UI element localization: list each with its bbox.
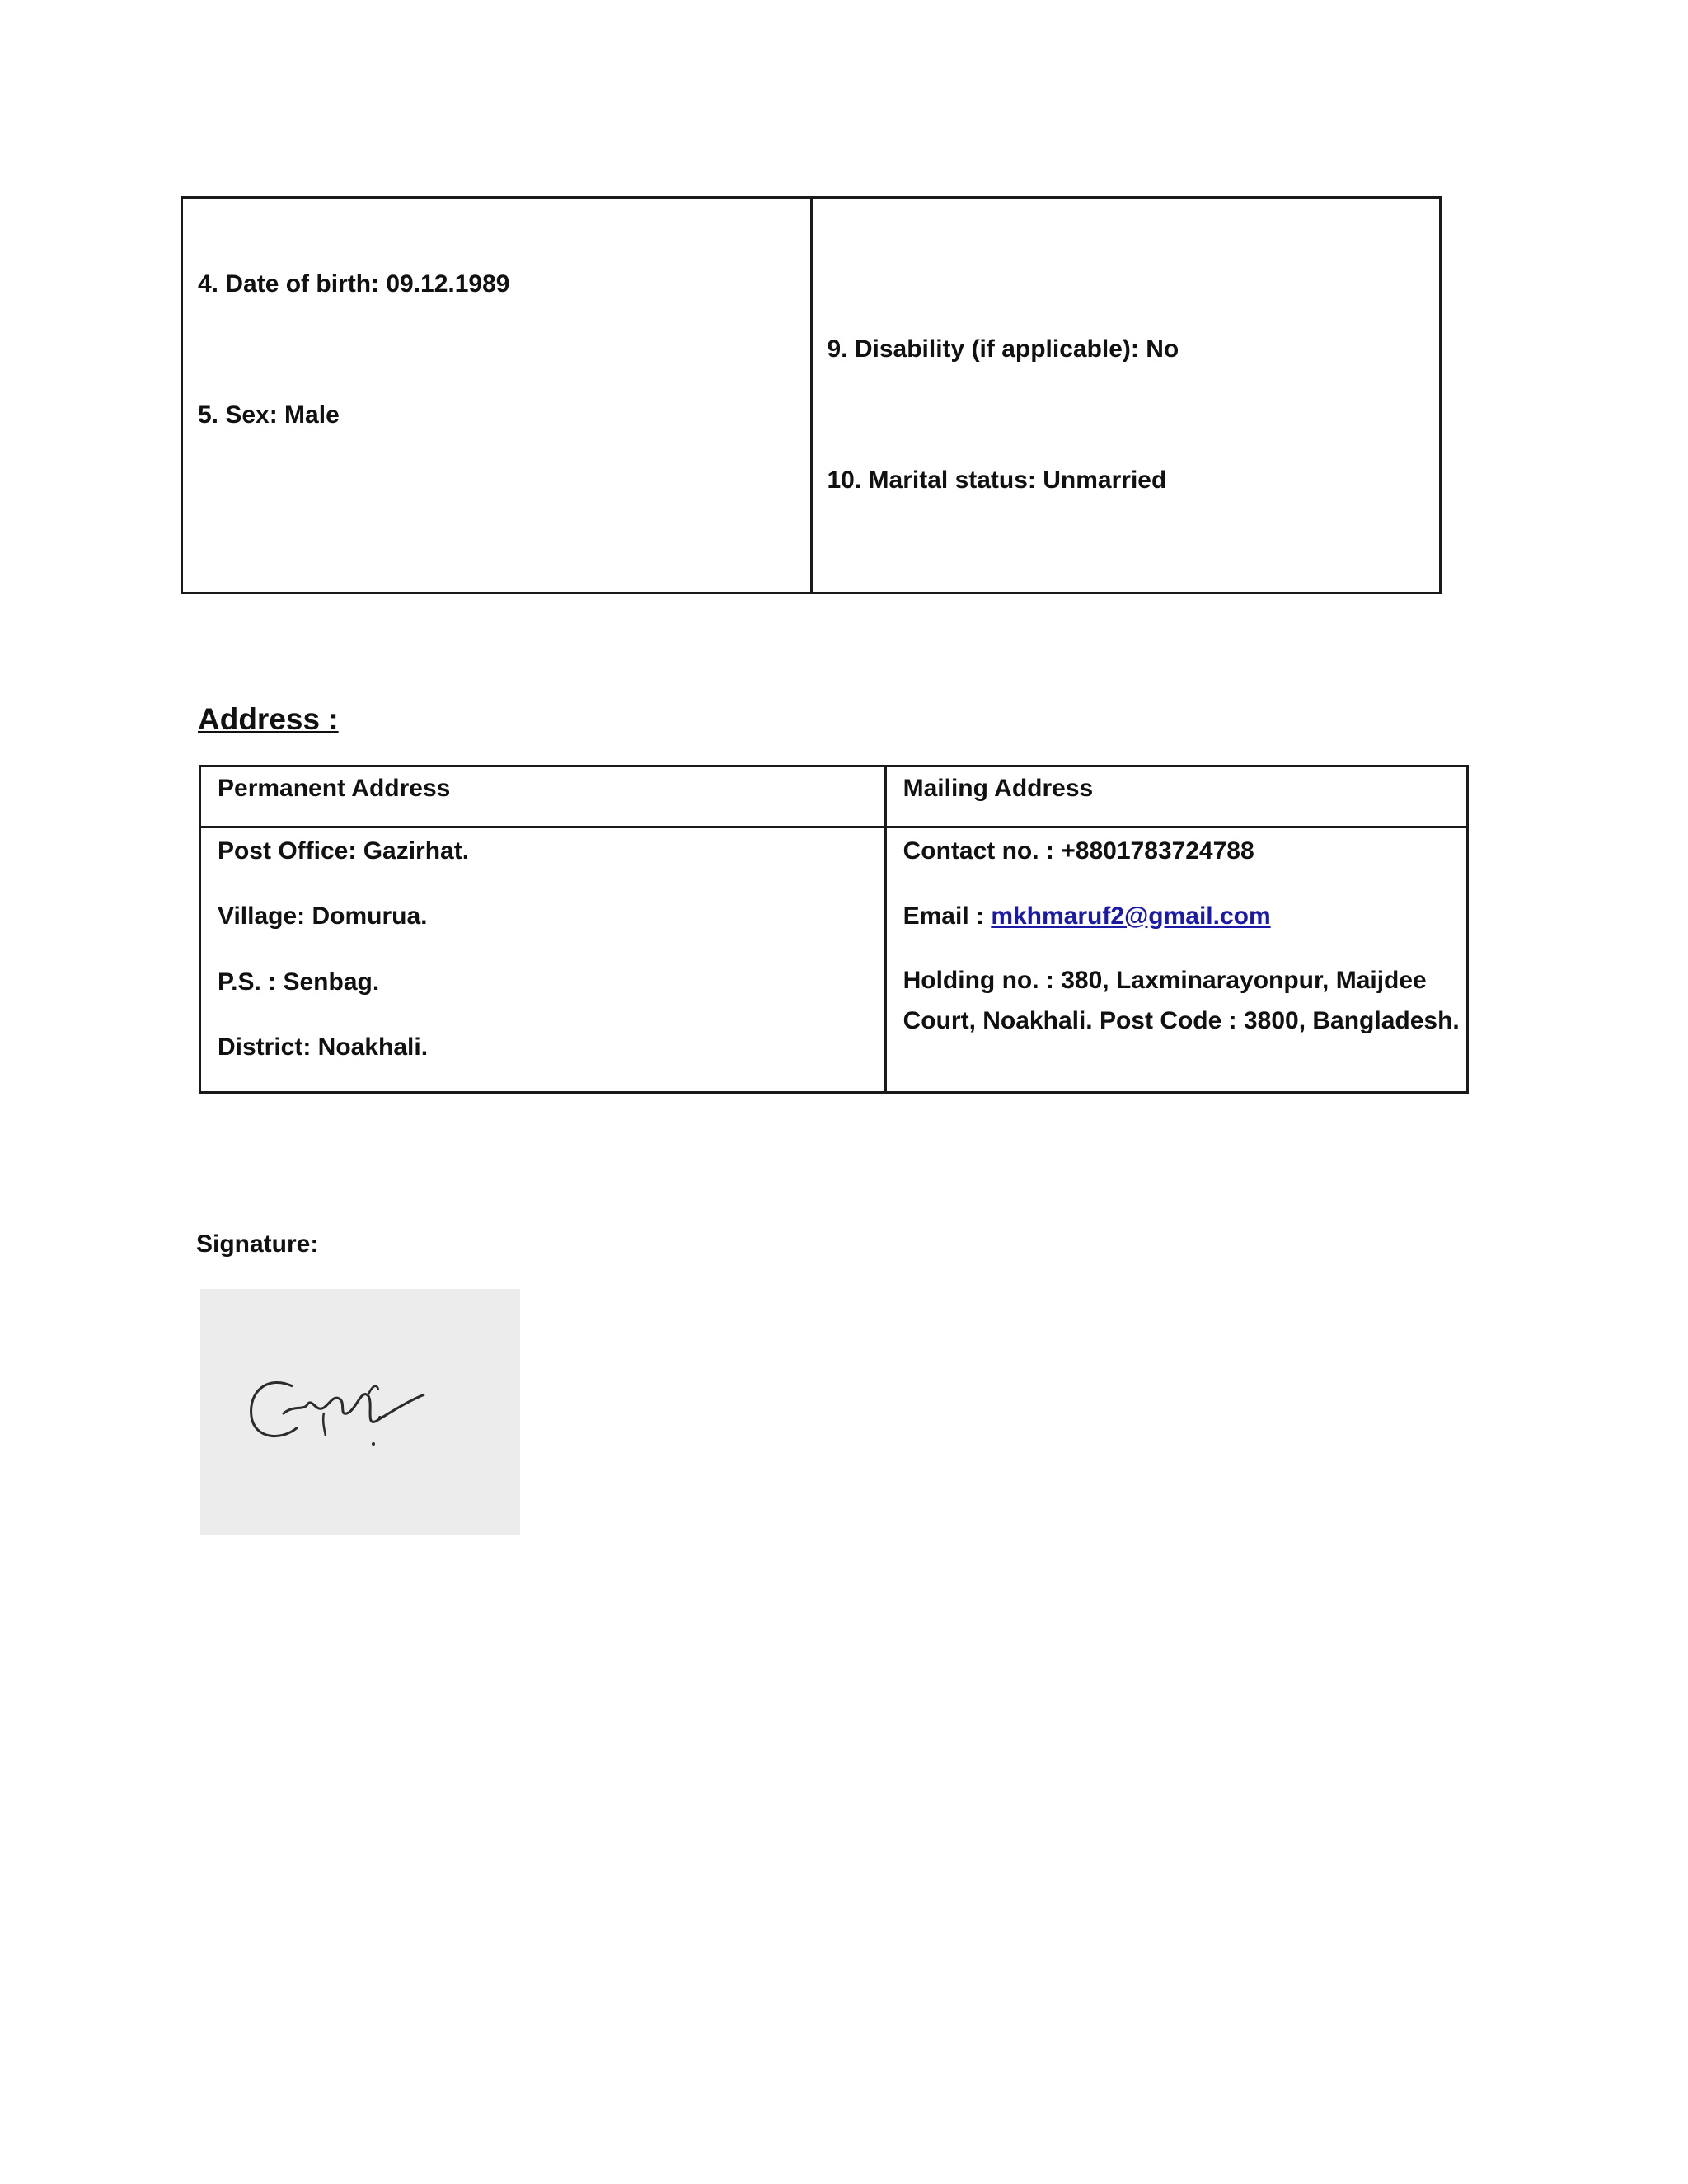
marital-status: 10. Marital status: Unmarried <box>827 466 1167 494</box>
sex: 5. Sex: Male <box>198 401 340 429</box>
personal-info-right-cell <box>811 198 1441 593</box>
personal-info-left-cell <box>182 198 812 593</box>
disability: 9. Disability (if applicable): No <box>827 335 1179 363</box>
contact-number: Contact no. : +8801783724788 <box>903 837 1254 865</box>
permanent-address-header-cell <box>200 766 886 827</box>
address-table <box>199 765 1469 1094</box>
holding-line-2: Court, Noakhali. Post Code : 3800, Bangladesh. <box>903 1007 1460 1034</box>
email-label: Email : <box>903 902 992 930</box>
email-link[interactable]: mkhmaruf2@gmail.com <box>991 902 1271 930</box>
personal-info-table <box>181 196 1442 594</box>
district: District: Noakhali. <box>218 1033 429 1061</box>
email-row <box>903 902 1271 931</box>
mailing-address-header-cell <box>885 766 1467 827</box>
holding-line-1: Holding no. : 380, Laxminarayonpur, Maijdee <box>903 967 1427 994</box>
permanent-address-cell <box>200 827 886 1093</box>
signature-scribble <box>200 1289 520 1535</box>
mailing-address-header: Mailing Address <box>903 775 1094 802</box>
signature-label: Signature: <box>196 1230 319 1258</box>
signature-image <box>200 1289 520 1535</box>
village: Village: Domurua. <box>218 902 428 930</box>
post-office: Post Office: Gazirhat. <box>218 837 470 865</box>
permanent-address-header: Permanent Address <box>218 775 451 802</box>
address-heading: Address : <box>198 702 339 736</box>
police-station: P.S. : Senbag. <box>218 968 380 996</box>
date-of-birth: 4. Date of birth: 09.12.1989 <box>198 270 510 298</box>
mailing-address-cell <box>885 827 1467 1093</box>
